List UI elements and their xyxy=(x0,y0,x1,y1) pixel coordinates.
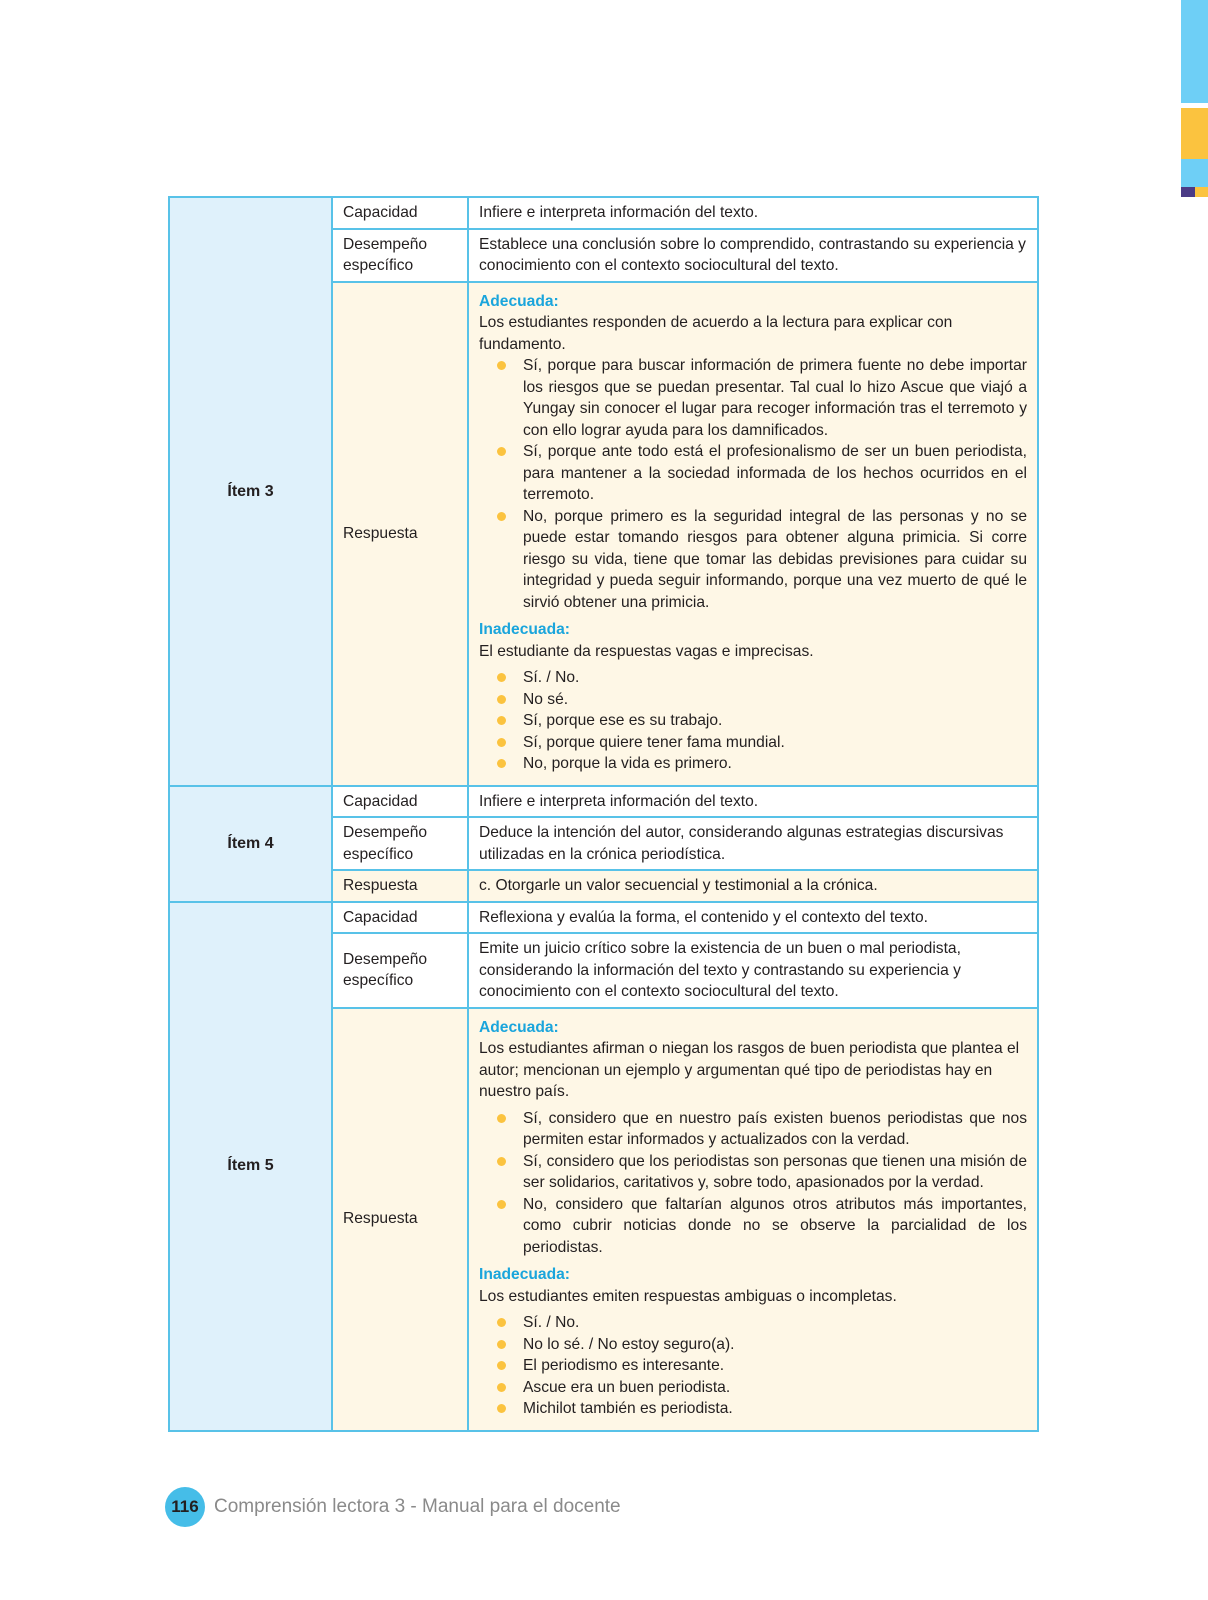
side-tab-blue-block xyxy=(1181,0,1208,103)
list-item: Sí, porque quiere tener fama mundial. xyxy=(523,732,1027,754)
respuesta-content xyxy=(468,282,1038,786)
respuesta-label: Respuesta xyxy=(332,282,468,786)
side-tab-yellow-block xyxy=(1181,108,1208,159)
desempeno-text: Establece una conclusión sobre lo comprendido, contrastando su experiencia y conocimiento con el contexto sociocultural del texto. xyxy=(468,229,1038,282)
list-item: El periodismo es interesante. xyxy=(523,1355,1027,1377)
respuesta-label: Respuesta xyxy=(332,870,468,902)
adecuada-heading: Adecuada: xyxy=(479,292,559,310)
desempeno-text: Deduce la intención del autor, considerando algunas estrategias discursivas utilizadas en la crónica periodística. xyxy=(468,817,1038,870)
desempeno-label: Desempeño específico xyxy=(332,229,468,282)
capacidad-text: Reflexiona y evalúa la forma, el contenido y el contexto del texto. xyxy=(468,902,1038,934)
inadecuada-list xyxy=(479,1312,1027,1420)
evaluation-rubric-table xyxy=(168,196,1039,1432)
side-tab-blue-block-lower xyxy=(1181,159,1208,187)
capacidad-text: Infiere e interpreta información del texto. xyxy=(468,786,1038,818)
page-footer xyxy=(165,1487,621,1527)
desempeno-text: Emite un juicio crítico sobre la existencia de un buen o mal periodista, considerando la información del texto y contrastando su experiencia y conocimiento con el contexto sociocultural del texto. xyxy=(468,933,1038,1008)
list-item: No, porque la vida es primero. xyxy=(523,753,1027,775)
inadecuada-heading: Inadecuada: xyxy=(479,621,570,638)
page-number-badge: 116 xyxy=(165,1487,205,1527)
capacidad-label: Capacidad xyxy=(332,902,468,934)
list-item: Sí. / No. xyxy=(523,667,1027,689)
item-3-label: Ítem 3 xyxy=(169,197,332,786)
item-5-label: Ítem 5 xyxy=(169,902,332,1431)
item-4-label: Ítem 4 xyxy=(169,786,332,902)
list-item: Sí, considero que los periodistas son personas que tienen una misión de ser solidarios, caritativos y, sobre todo, apasionados por la verdad. xyxy=(523,1151,1027,1194)
inadecuada-list xyxy=(479,667,1027,775)
table-row xyxy=(169,197,1038,229)
list-item: Michilot también es periodista. xyxy=(523,1398,1027,1420)
adecuada-intro: Los estudiantes afirman o niegan los rasgos de buen periodista que plantea el autor; mencionan un ejemplo y argumentan qué tipo de periodistas hay en nuestro país. xyxy=(479,1040,1020,1100)
capacidad-text: Infiere e interpreta información del texto. xyxy=(468,197,1038,229)
table-row xyxy=(169,786,1038,818)
inadecuada-intro: El estudiante da respuestas vagas e imprecisas. xyxy=(479,642,814,660)
respuesta-content xyxy=(468,1008,1038,1431)
list-item: Sí, porque ese es su trabajo. xyxy=(523,710,1027,732)
book-title: Comprensión lectora 3 - Manual para el docente xyxy=(214,1496,621,1517)
table-row xyxy=(169,902,1038,934)
capacidad-label: Capacidad xyxy=(332,786,468,818)
inadecuada-heading: Inadecuada: xyxy=(479,1266,570,1283)
capacidad-label: Capacidad xyxy=(332,197,468,229)
list-item: Sí, considero que en nuestro país existen buenos periodistas que nos permiten estar informados y actualizados con la verdad. xyxy=(523,1108,1027,1151)
desempeno-label: Desempeño específico xyxy=(332,817,468,870)
list-item: Ascue era un buen periodista. xyxy=(523,1377,1027,1399)
list-item: Sí, porque para buscar información de primera fuente no debe importar los riesgos que se puedan presentar. Tal cual lo hizo Ascue que viajó a Yungay sin conocer el lugar para recoger información tras el terremoto y con ello lograr ayuda para los damnificados. xyxy=(523,355,1027,441)
side-color-tab xyxy=(1181,0,1208,200)
list-item: Sí. / No. xyxy=(523,1312,1027,1334)
side-tab-stripe xyxy=(1181,187,1208,197)
inadecuada-intro: Los estudiantes emiten respuestas ambiguas o incompletas. xyxy=(479,1287,897,1305)
list-item: Sí, porque ante todo está el profesionalismo de ser un buen periodista, para mantener a la sociedad informada de los hechos ocurridos en el terremoto. xyxy=(523,441,1027,506)
list-item: No, considero que faltarían algunos otros atributos más importantes, como cubrir noticias donde no se observe la parcialidad de los periodistas. xyxy=(523,1194,1027,1259)
respuesta-label: Respuesta xyxy=(332,1008,468,1431)
adecuada-list xyxy=(479,355,1027,613)
list-item: No, porque primero es la seguridad integral de las personas y no se puede estar tomando riesgos para obtener alguna primicia. Si corre riesgo su vida, tiene que tomar las debidas previsiones para cuidar su integridad y pueda seguir informando, porque una vez muerto de qué le sirvió obtener una primicia. xyxy=(523,506,1027,614)
adecuada-heading: Adecuada: xyxy=(479,1018,559,1036)
respuesta-text: c. Otorgarle un valor secuencial y testimonial a la crónica. xyxy=(468,870,1038,902)
adecuada-list xyxy=(479,1108,1027,1259)
list-item: No sé. xyxy=(523,689,1027,711)
list-item: No lo sé. / No estoy seguro(a). xyxy=(523,1334,1027,1356)
desempeno-label: Desempeño específico xyxy=(332,933,468,1008)
adecuada-intro: Los estudiantes responden de acuerdo a la lectura para explicar con fundamento. xyxy=(479,314,953,353)
